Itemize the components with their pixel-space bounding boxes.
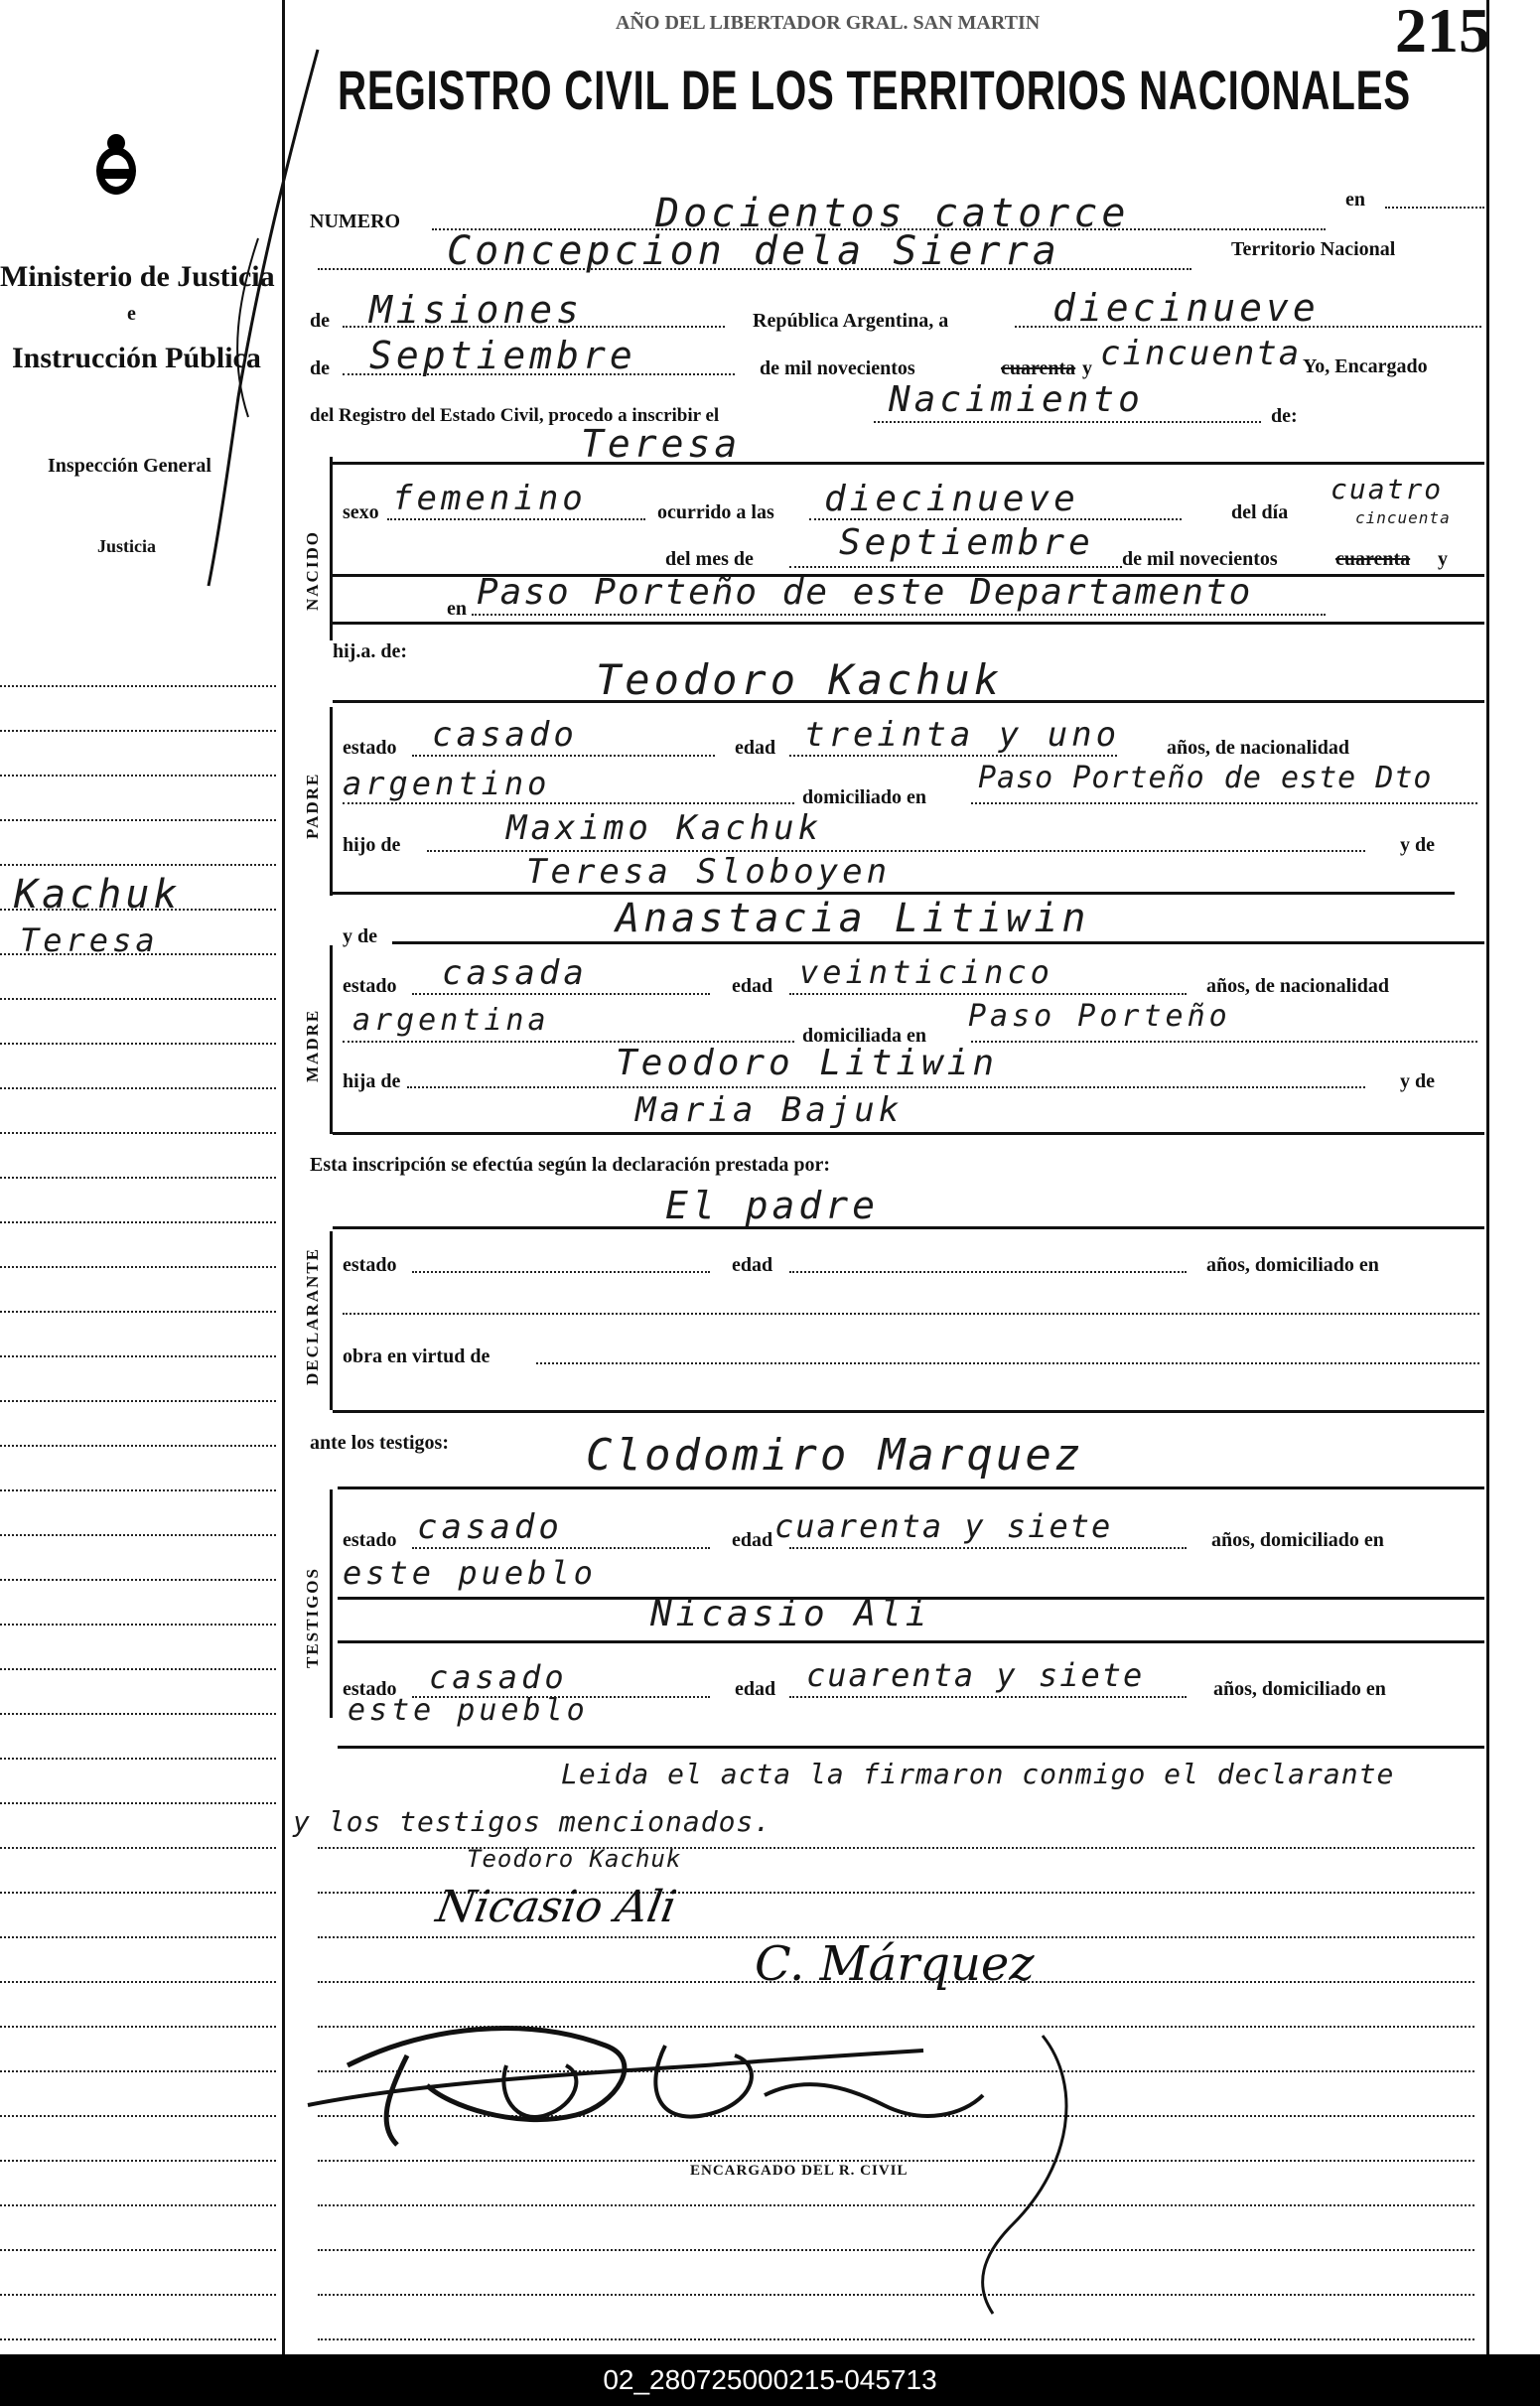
mes-value: Septiembre bbox=[369, 334, 636, 377]
madre-nac-value: argentina bbox=[352, 1003, 550, 1038]
padre-estado-line bbox=[412, 755, 715, 757]
padre-bottom-line bbox=[333, 892, 1455, 895]
mes-nac-value: Septiembre bbox=[839, 522, 1094, 563]
madre-padre-value: Teodoro Litiwin bbox=[616, 1043, 999, 1083]
mes-nac-line bbox=[789, 566, 1122, 568]
numero-value: Docientos catorce bbox=[655, 191, 1130, 236]
madre-nombre-value: Anastacia Litiwin bbox=[616, 896, 1090, 941]
t2-estado-label: estado bbox=[343, 1678, 397, 1700]
de-mil-nov-label: de mil novecientos bbox=[1122, 548, 1278, 570]
inspeccion-general: Inspección General bbox=[48, 455, 211, 477]
t1-edad-value: cuarenta y siete bbox=[774, 1507, 1113, 1545]
madre-nombre-line bbox=[392, 941, 1484, 944]
hija-de-label: hij.a. de: bbox=[333, 640, 407, 662]
madre-anos-label: años, de nacionalidad bbox=[1206, 975, 1389, 997]
margin-ruled-line bbox=[0, 775, 276, 777]
margin-ruled-line bbox=[0, 819, 276, 821]
margin-ruled-line bbox=[0, 1445, 276, 1447]
coat-of-arms-icon bbox=[91, 129, 141, 209]
margin-ruled-line bbox=[0, 1713, 276, 1715]
madre-estado-label: estado bbox=[343, 975, 397, 997]
section-madre: MADRE bbox=[303, 1008, 322, 1082]
padre-hijo-label: hijo de bbox=[343, 834, 401, 856]
padre-madre-value: Teresa Sloboyen bbox=[526, 852, 892, 892]
margin-ruled-line bbox=[0, 1132, 276, 1134]
lugar-line bbox=[318, 268, 1191, 270]
del-dia-label: del día bbox=[1231, 501, 1289, 523]
declarante-estado-line bbox=[412, 1271, 710, 1273]
padre-nombre-value: Teodoro Kachuk bbox=[596, 655, 1004, 704]
testigo2-nombre-value: Nicasio Ali bbox=[650, 1594, 931, 1634]
margin-ruled-line bbox=[0, 909, 276, 911]
y-label-2: y bbox=[1438, 548, 1448, 570]
margin-ruled-line bbox=[0, 1802, 276, 1804]
margin-ruled-line bbox=[0, 1489, 276, 1491]
madre-y-de-label-2: y de bbox=[1400, 1070, 1435, 1092]
t2-anos-label: años, domiciliado en bbox=[1213, 1678, 1386, 1700]
margin-ruled-line bbox=[0, 1177, 276, 1179]
ministry-line2: Instrucción Pública bbox=[12, 342, 261, 374]
acto-line bbox=[874, 421, 1261, 423]
madre-dom-value: Paso Porteño bbox=[968, 999, 1231, 1034]
madre-hija-label: hija de bbox=[343, 1070, 401, 1092]
margin-ruled-line bbox=[0, 1087, 276, 1089]
padre-estado-label: estado bbox=[343, 737, 397, 759]
t2-edad-line bbox=[789, 1696, 1187, 1698]
padre-nac-value: argentino bbox=[343, 765, 551, 802]
anio-nac-value: cincuenta bbox=[1355, 508, 1451, 527]
padre-y-de-label: y de bbox=[1400, 834, 1435, 856]
margin-ruled-line bbox=[0, 2160, 276, 2162]
declarante-nombre-line bbox=[333, 1226, 1484, 1229]
margin-ruled-line bbox=[0, 1043, 276, 1045]
declarante-estado-label: estado bbox=[343, 1254, 397, 1276]
territorio-line bbox=[343, 326, 725, 328]
encargado-stamp: ENCARGADO DEL R. CIVIL bbox=[690, 2163, 909, 2179]
de-label-1: de bbox=[310, 310, 330, 332]
t2-edad-label: edad bbox=[735, 1678, 776, 1700]
madre-bottom-line bbox=[333, 1132, 1484, 1135]
padre-estado-value: casado bbox=[432, 715, 578, 755]
acto-value: Nacimiento bbox=[889, 379, 1144, 420]
madre-y-de-label: y de bbox=[343, 925, 377, 947]
madre-edad-line bbox=[789, 993, 1187, 995]
en-line bbox=[1385, 207, 1484, 209]
sexo-value: femenino bbox=[392, 479, 587, 518]
notes-ruled-line bbox=[318, 1847, 1474, 1849]
nacido-bracket bbox=[330, 457, 333, 640]
dia-letra-value: diecinueve bbox=[1052, 286, 1320, 330]
testigo2-nombre-line bbox=[338, 1640, 1484, 1643]
section-testigos: TESTIGOS bbox=[303, 1567, 322, 1668]
madre-estado-line bbox=[412, 993, 710, 995]
anio-value: cincuenta bbox=[1100, 334, 1302, 373]
madre-edad-value: veinticinco bbox=[799, 953, 1053, 991]
justicia-label: Justicia bbox=[97, 536, 157, 556]
madre-edad-label: edad bbox=[732, 975, 773, 997]
de-colon-label: de: bbox=[1271, 405, 1298, 427]
territorio-label: Territorio Nacional bbox=[1231, 238, 1396, 260]
margin-ruled-line bbox=[0, 1892, 276, 1894]
page-number: 215 bbox=[1395, 0, 1490, 66]
obra-line bbox=[536, 1362, 1479, 1364]
year-legend: AÑO DEL LIBERTADOR GRAL. SAN MARTIN bbox=[616, 12, 1041, 34]
section-nacido: NACIDO bbox=[303, 530, 322, 611]
declarante-edad-label: edad bbox=[732, 1254, 773, 1276]
y-label-1: y bbox=[1082, 357, 1092, 379]
padre-edad-label: edad bbox=[735, 737, 776, 759]
section-declarante: DECLARANTE bbox=[303, 1246, 322, 1385]
madre-bracket bbox=[330, 945, 333, 1134]
margin-ruled-line bbox=[0, 1624, 276, 1626]
margin-ruled-line bbox=[0, 2294, 276, 2296]
margin-ruled-line bbox=[0, 1981, 276, 1983]
madre-estado-value: casada bbox=[442, 953, 588, 993]
testigos-bracket bbox=[330, 1489, 333, 1718]
encargado-signature-icon bbox=[288, 1996, 1102, 2324]
dia-line bbox=[1015, 326, 1481, 328]
testigo1-nombre-line bbox=[338, 1486, 1484, 1489]
margin-ruled-line bbox=[0, 2204, 276, 2206]
notes-ruled-line bbox=[318, 2338, 1474, 2340]
left-rule bbox=[282, 0, 285, 2354]
margin-ruled-line bbox=[0, 1579, 276, 1581]
margin-ruled-line bbox=[0, 2026, 276, 2028]
nacido-bottom-line bbox=[333, 622, 1484, 625]
firma-marquez: C. Márquez bbox=[755, 1936, 1035, 1992]
padre-padre-value: Maximo Kachuk bbox=[506, 808, 823, 848]
de-mil-label: de mil novecientos bbox=[760, 357, 915, 379]
lugar-nac-line bbox=[472, 614, 1326, 616]
margin-ruled-line bbox=[0, 1758, 276, 1760]
declarante-bottom-line bbox=[333, 1410, 1484, 1413]
testigo1-nombre-value: Clodomiro Marquez bbox=[586, 1430, 1084, 1481]
margin-ruled-line bbox=[0, 1847, 276, 1849]
right-rule bbox=[1486, 0, 1489, 2354]
t1-anos-label: años, domiciliado en bbox=[1211, 1529, 1384, 1551]
margin-ruled-line bbox=[0, 1668, 276, 1670]
madre-dom-label: domiciliada en bbox=[802, 1025, 927, 1047]
margin-ruled-line bbox=[0, 864, 276, 866]
dia-nac-value: cuatro bbox=[1330, 473, 1444, 505]
t1-edad-line bbox=[789, 1547, 1187, 1549]
section-padre: PADRE bbox=[303, 772, 322, 839]
ministry-line1: Ministerio de Justicia bbox=[0, 260, 275, 293]
margin-ruled-line bbox=[0, 1400, 276, 1402]
padre-anos-label: años, de nacionalidad bbox=[1167, 737, 1349, 759]
de-label-2: de bbox=[310, 357, 330, 379]
margin-ruled-line bbox=[0, 2338, 276, 2340]
nombre-value: Teresa bbox=[581, 422, 742, 466]
t1-dom-value: este pueblo bbox=[343, 1554, 597, 1592]
t1-estado-value: casado bbox=[417, 1507, 563, 1547]
nombre-line bbox=[333, 462, 1484, 465]
sexo-line bbox=[387, 518, 645, 520]
del-registro-label: del Registro del Estado Civil, procedo a inscribir el bbox=[310, 405, 720, 426]
en-label-2: en bbox=[447, 598, 467, 620]
margin-ruled-line bbox=[0, 730, 276, 732]
margin-ruled-line bbox=[0, 953, 276, 955]
ministry-e: e bbox=[127, 303, 136, 325]
margin-ruled-line bbox=[0, 685, 276, 687]
margin-ruled-line bbox=[0, 1221, 276, 1223]
margin-name: Teresa bbox=[20, 921, 159, 959]
t2-estado-value: casado bbox=[429, 1658, 568, 1696]
margin-ruled-line bbox=[0, 998, 276, 1000]
t2-dom-value: este pueblo bbox=[348, 1693, 589, 1728]
lugar-value: Concepcion dela Sierra bbox=[447, 228, 1060, 274]
hora-line bbox=[809, 518, 1182, 520]
padre-dom-line bbox=[971, 802, 1477, 804]
territorio-value: Misiones bbox=[369, 288, 584, 332]
margin-ruled-line bbox=[0, 1355, 276, 1357]
padre-edad-line bbox=[789, 755, 1117, 757]
yo-encargado-label: Yo, Encargado bbox=[1303, 355, 1428, 377]
margin-ruled-line bbox=[0, 2070, 276, 2072]
numero-label: NUMERO bbox=[310, 211, 401, 232]
republica-label: República Argentina, a bbox=[753, 310, 949, 332]
cuarenta-struck-2: cuarenta bbox=[1335, 548, 1411, 570]
cierre-linea2: y los testigos mencionados. bbox=[293, 1805, 772, 1838]
padre-dom-label: domiciliado en bbox=[802, 786, 927, 808]
madre-padre-line bbox=[407, 1086, 1365, 1088]
declarante-dom-line bbox=[343, 1313, 1479, 1315]
del-mes-label: del mes de bbox=[665, 548, 754, 570]
ocurrido-label: ocurrido a las bbox=[657, 501, 774, 523]
t2-edad-value: cuarenta y siete bbox=[806, 1656, 1145, 1694]
declarante-edad-line bbox=[789, 1271, 1187, 1273]
t1-estado-line bbox=[412, 1547, 710, 1549]
madre-madre-value: Maria Bajuk bbox=[635, 1090, 904, 1130]
padre-bracket bbox=[330, 707, 333, 896]
en-label: en bbox=[1345, 189, 1365, 211]
margin-surname: Kachuk bbox=[14, 872, 182, 918]
cierre-linea3: Teodoro Kachuk bbox=[467, 1845, 682, 1873]
inscripcion-label: Esta inscripción se efectúa según la declaración prestada por: bbox=[310, 1154, 831, 1176]
t1-edad-label: edad bbox=[732, 1529, 773, 1551]
margin-ruled-line bbox=[0, 2115, 276, 2117]
padre-nac-line bbox=[343, 802, 794, 804]
margin-ruled-line bbox=[0, 1266, 276, 1268]
cierre-linea1: Leida el acta la firmaron conmigo el declarante bbox=[561, 1758, 1395, 1790]
margin-ruled-line bbox=[0, 1311, 276, 1313]
ante-label: ante los testigos: bbox=[310, 1432, 449, 1454]
page-title: REGISTRO CIVIL DE LOS TERRITORIOS NACIONALES bbox=[338, 59, 1411, 121]
t1-estado-label: estado bbox=[343, 1529, 397, 1551]
declarante-value: El padre bbox=[665, 1184, 880, 1227]
sexo-label: sexo bbox=[343, 501, 379, 523]
margin-ruled-line bbox=[0, 1936, 276, 1938]
padre-edad-value: treinta y uno bbox=[804, 715, 1121, 755]
obra-label: obra en virtud de bbox=[343, 1345, 490, 1367]
lugar-nac-value: Paso Porteño de este Departamento bbox=[477, 572, 1253, 613]
padre-nombre-line bbox=[333, 700, 1484, 703]
mes-line bbox=[343, 373, 735, 375]
firma-nicasio: Nicasio Ali bbox=[432, 1882, 680, 1932]
madre-dom-line bbox=[971, 1041, 1477, 1043]
t2-dom-line bbox=[338, 1746, 1484, 1749]
declarante-bracket bbox=[330, 1231, 333, 1410]
hora-value: diecinueve bbox=[824, 479, 1079, 519]
declarante-anos-label: años, domiciliado en bbox=[1206, 1254, 1379, 1276]
margin-ruled-line bbox=[0, 2249, 276, 2251]
footer-id: 02_280725000215-045713 bbox=[0, 2354, 1540, 2406]
padre-dom-value: Paso Porteño de este Dto bbox=[978, 761, 1433, 795]
margin-ruled-line bbox=[0, 1534, 276, 1536]
cuarenta-struck: cuarenta bbox=[1001, 357, 1076, 379]
